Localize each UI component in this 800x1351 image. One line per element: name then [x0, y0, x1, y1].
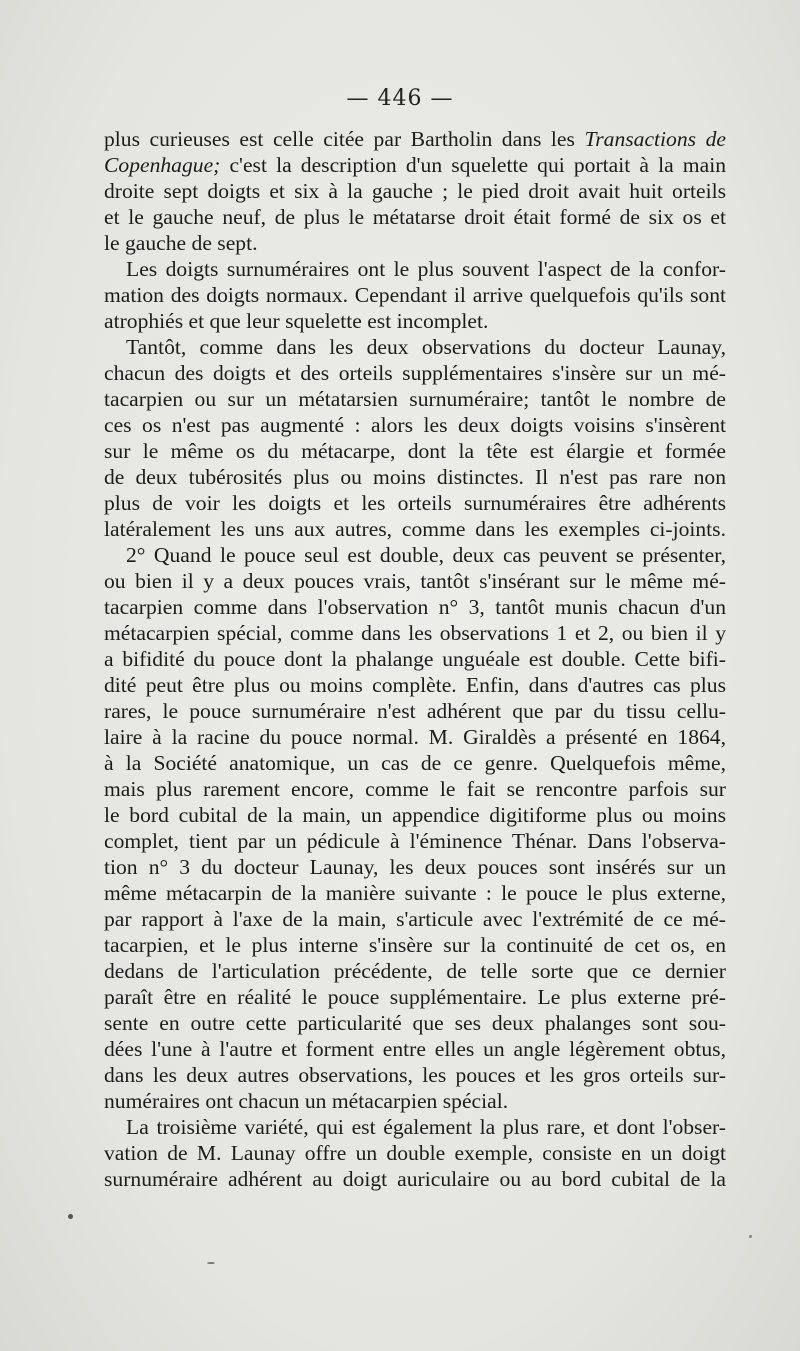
body-text [104, 126, 726, 1192]
text-line: Copenhague; c'est la description d'un squelette qui portait à la main [104, 153, 726, 177]
text-line: surnuméraire adhérent au doigt auriculaire ou au bord cubital de la [104, 1167, 726, 1191]
text-line: La troisième variété, qui est également la plus rare, et dont l'obser- [126, 1115, 726, 1139]
text-line: sente en outre cette particularité que ses deux phalanges sont sou- [104, 1011, 726, 1035]
text-line: vation de M. Launay offre un double exemple, consiste en un doigt [104, 1141, 726, 1165]
text-line: même métacarpin de la manière suivante : le pouce le plus externe, [104, 881, 726, 905]
text-line: ou bien il y a deux pouces vrais, tantôt s'insérant sur le même mé- [104, 569, 726, 593]
text-line: plus de voir les doigts et les orteils surnuméraires être adhérents [104, 491, 726, 515]
text-line: le bord cubital de la main, un appendice digitiforme plus ou moins [104, 803, 726, 827]
text-line: sur le même os du métacarpe, dont la tête est élargie et formée [104, 439, 726, 463]
text-line: paraît être en réalité le pouce supplémentaire. Le plus externe pré- [104, 985, 726, 1009]
ink-speck [207, 1262, 215, 1264]
text-line: tacarpien, et le plus interne s'insère sur la continuité de cet os, en [104, 933, 726, 957]
text-line: a bifidité du pouce dont la phalange unguéale est double. Cette bifi- [104, 647, 726, 671]
text-line: complet, tient par un pédicule à l'éminence Thénar. Dans l'observa- [104, 829, 726, 853]
text-line: dedans de l'articulation précédente, de telle sorte que ce dernier [104, 959, 726, 983]
text-line: plus curieuses est celle citée par Bartholin dans les Transactions de [104, 127, 726, 151]
ink-speck [749, 1235, 752, 1238]
text-line: mation des doigts normaux. Cependant il arrive quelquefois qu'ils sont [104, 283, 726, 307]
text-line: par rapport à l'axe de la main, s'articule avec l'extrémité de ce mé- [104, 907, 726, 931]
text-line: rares, le pouce surnuméraire n'est adhérent que par du tissu cellu- [104, 699, 726, 723]
text-line: chacun des doigts et des orteils supplémentaires s'insère sur un mé- [104, 361, 726, 385]
text-line: tacarpien comme dans l'observation n° 3, tantôt munis chacun d'un [104, 595, 726, 619]
text-line: tacarpien ou sur un métatarsien surnuméraire; tantôt le nombre de [104, 387, 726, 411]
text-line: Les doigts surnuméraires ont le plus souvent l'aspect de la confor- [126, 257, 726, 281]
text-line: le gauche de sept. [104, 231, 258, 255]
text-line: latéralement les uns aux autres, comme dans les exemples ci-joints. [104, 517, 726, 541]
text-line: numéraires ont chacun un métacarpien spécial. [104, 1089, 509, 1113]
text-line: ces os n'est pas augmenté : alors les deux doigts voisins s'insèrent [104, 413, 726, 437]
text-line: de deux tubérosités plus ou moins distinctes. Il n'est pas rare non [104, 465, 726, 489]
text-line: tion n° 3 du docteur Launay, les deux pouces sont insérés sur un [104, 855, 726, 879]
text-line: laire à la racine du pouce normal. M. Giraldès a présenté en 1864, [104, 725, 726, 749]
text-line: dans les deux autres observations, les pouces et les gros orteils sur- [104, 1063, 726, 1087]
text-line: à la Société anatomique, un cas de ce genre. Quelquefois même, [104, 751, 726, 775]
page-number: — 446 — [346, 86, 454, 111]
text-line: dées l'une à l'autre et forment entre elles un angle légèrement obtus, [104, 1037, 726, 1061]
text-line: mais plus rarement encore, comme le fait se rencontre parfois sur [104, 777, 726, 801]
text-line: métacarpien spécial, comme dans les observations 1 et 2, ou bien il y [104, 621, 726, 645]
text-line: atrophiés et que leur squelette est incomplet. [104, 309, 489, 333]
text-line: dité peut être plus ou moins complète. Enfin, dans d'autres cas plus [104, 673, 726, 697]
text-line: Tantôt, comme dans les deux observations du docteur Launay, [126, 335, 726, 359]
ink-speck [68, 1214, 73, 1219]
text-line: droite sept doigts et six à la gauche ; le pied droit avait huit orteils [104, 179, 726, 203]
text-line: 2° Quand le pouce seul est double, deux cas peuvent se présenter, [126, 543, 726, 567]
text-line: et le gauche neuf, de plus le métatarse droit était formé de six os et [104, 205, 726, 229]
